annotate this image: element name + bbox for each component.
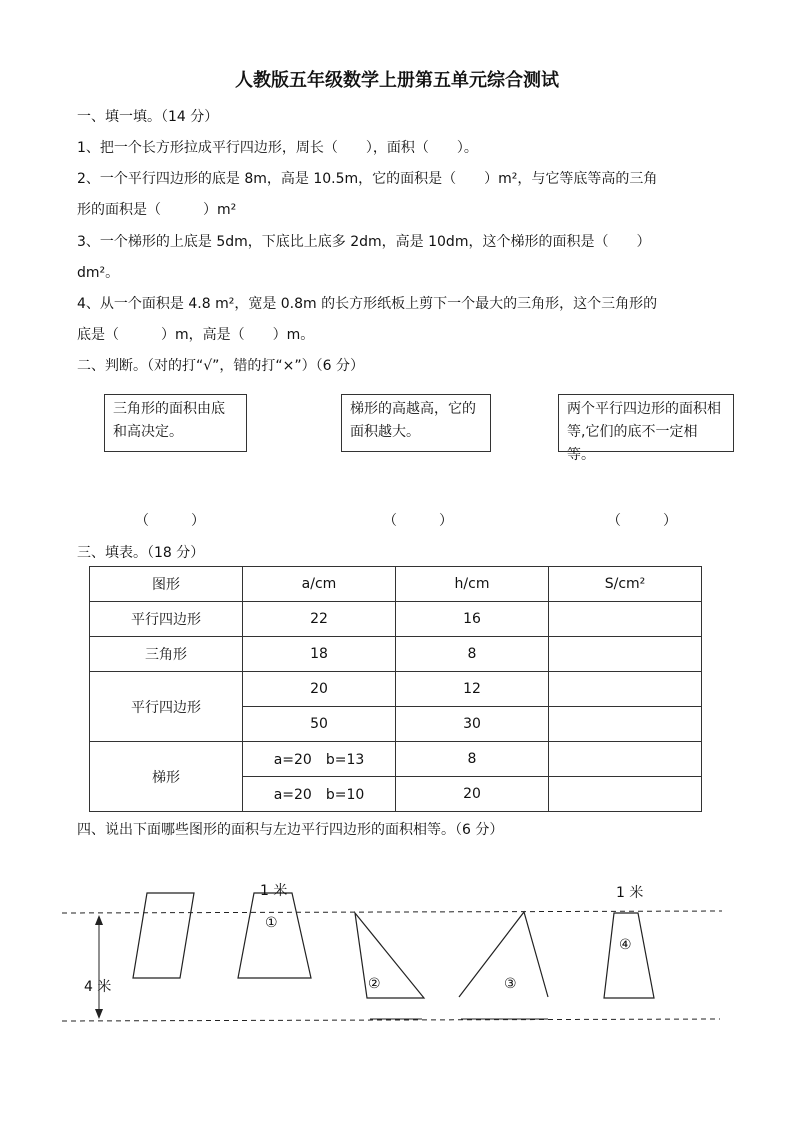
table-header-row <box>90 567 702 602</box>
answer-blank-3[interactable]: （ ） <box>607 513 677 529</box>
a-cell: a=20 b=13 <box>243 742 396 777</box>
top-width-label-1: 1 米 <box>260 883 288 899</box>
judgment-statement-1: 三角形的面积由底和高决定。 <box>104 394 247 452</box>
section3-heading: 三、填表。（18 分） <box>77 545 205 561</box>
h-cell: 30 <box>396 707 549 742</box>
shape-label-3: ③ <box>504 976 517 992</box>
table-header-cell: h/cm <box>396 567 549 602</box>
question-3-line1: 3、一个梯形的上底是 5dm，下底比上底多 2dm，高是 10dm，这个梯形的面积是（ ） <box>77 234 651 250</box>
judgment-statement-3: 两个平行四边形的面积相等,它们的底不一定相等。 <box>558 394 734 452</box>
shape-name-cell: 平行四边形 <box>90 672 243 742</box>
table-row <box>90 637 702 672</box>
table-row <box>90 602 702 637</box>
a-cell: 20 <box>243 672 396 707</box>
a-cell: 22 <box>243 602 396 637</box>
h-cell: 12 <box>396 672 549 707</box>
table-header-cell: a/cm <box>243 567 396 602</box>
section1-heading: 一、填一填。（14 分） <box>77 109 219 125</box>
shape-name-cell: 平行四边形 <box>90 602 243 637</box>
trapezoid-1 <box>238 893 311 978</box>
table-row <box>90 742 702 777</box>
h-cell: 8 <box>396 637 549 672</box>
arrow-up-head <box>95 915 103 925</box>
table-row <box>90 672 702 707</box>
shape-name-cell: 三角形 <box>90 637 243 672</box>
h-cell: 16 <box>396 602 549 637</box>
question-4-line1: 4、从一个面积是 4.8 m²，宽是 0.8m 的长方形纸板上剪下一个最大的三角形，这个三角形的 <box>77 296 658 312</box>
arrow-down-head <box>95 1009 103 1019</box>
a-cell: a=20 b=10 <box>243 777 396 812</box>
area-answer-cell[interactable] <box>549 777 702 812</box>
shape-label-2: ② <box>368 976 381 992</box>
area-answer-cell[interactable] <box>549 742 702 777</box>
answer-blank-1[interactable]: （ ） <box>135 513 205 529</box>
question-2-line2: 形的面积是（ ）m² <box>77 202 237 218</box>
question-3-line2: dm²。 <box>77 265 120 281</box>
trapezoid-4 <box>604 913 654 998</box>
h-cell: 8 <box>396 742 549 777</box>
top-dashed-line <box>62 911 722 913</box>
triangle-2 <box>355 913 424 998</box>
question-2-line1: 2、一个平行四边形的底是 8m，高是 10.5m，它的面积是（ ）m²，与它等底等高的三角 <box>77 171 658 187</box>
table-header-cell: 图形 <box>90 567 243 602</box>
question-4-line2: 底是（ ）m，高是（ ）m。 <box>77 327 315 343</box>
area-answer-cell[interactable] <box>549 707 702 742</box>
question-1: 1、把一个长方形拉成平行四边形，周长（ ），面积（ ）。 <box>77 140 478 156</box>
a-cell: 50 <box>243 707 396 742</box>
area-answer-cell[interactable] <box>549 672 702 707</box>
h-cell: 20 <box>396 777 549 812</box>
area-table <box>89 566 702 812</box>
area-answer-cell[interactable] <box>549 637 702 672</box>
area-answer-cell[interactable] <box>549 602 702 637</box>
table-header-cell: S/cm² <box>549 567 702 602</box>
judgment-statement-2: 梯形的高越高，它的面积越大。 <box>341 394 491 452</box>
a-cell: 18 <box>243 637 396 672</box>
top-width-label-2: 1 米 <box>616 885 644 901</box>
page-title: 人教版五年级数学上册第五单元综合测试 <box>235 70 559 91</box>
height-label: 4 米 <box>84 979 112 995</box>
section4-heading: 四、说出下面哪些图形的面积与左边平行四边形的面积相等。（6 分） <box>77 822 504 838</box>
answer-blank-2[interactable]: （ ） <box>383 513 453 529</box>
section2-heading: 二、判断。（对的打“√”，错的打“×”）（6 分） <box>77 358 365 374</box>
bottom-dashed-line <box>62 1019 720 1021</box>
shape-name-cell: 梯形 <box>90 742 243 812</box>
shape-label-1: ① <box>265 915 278 931</box>
shape-label-4: ④ <box>619 937 632 953</box>
reference-parallelogram <box>133 893 194 978</box>
